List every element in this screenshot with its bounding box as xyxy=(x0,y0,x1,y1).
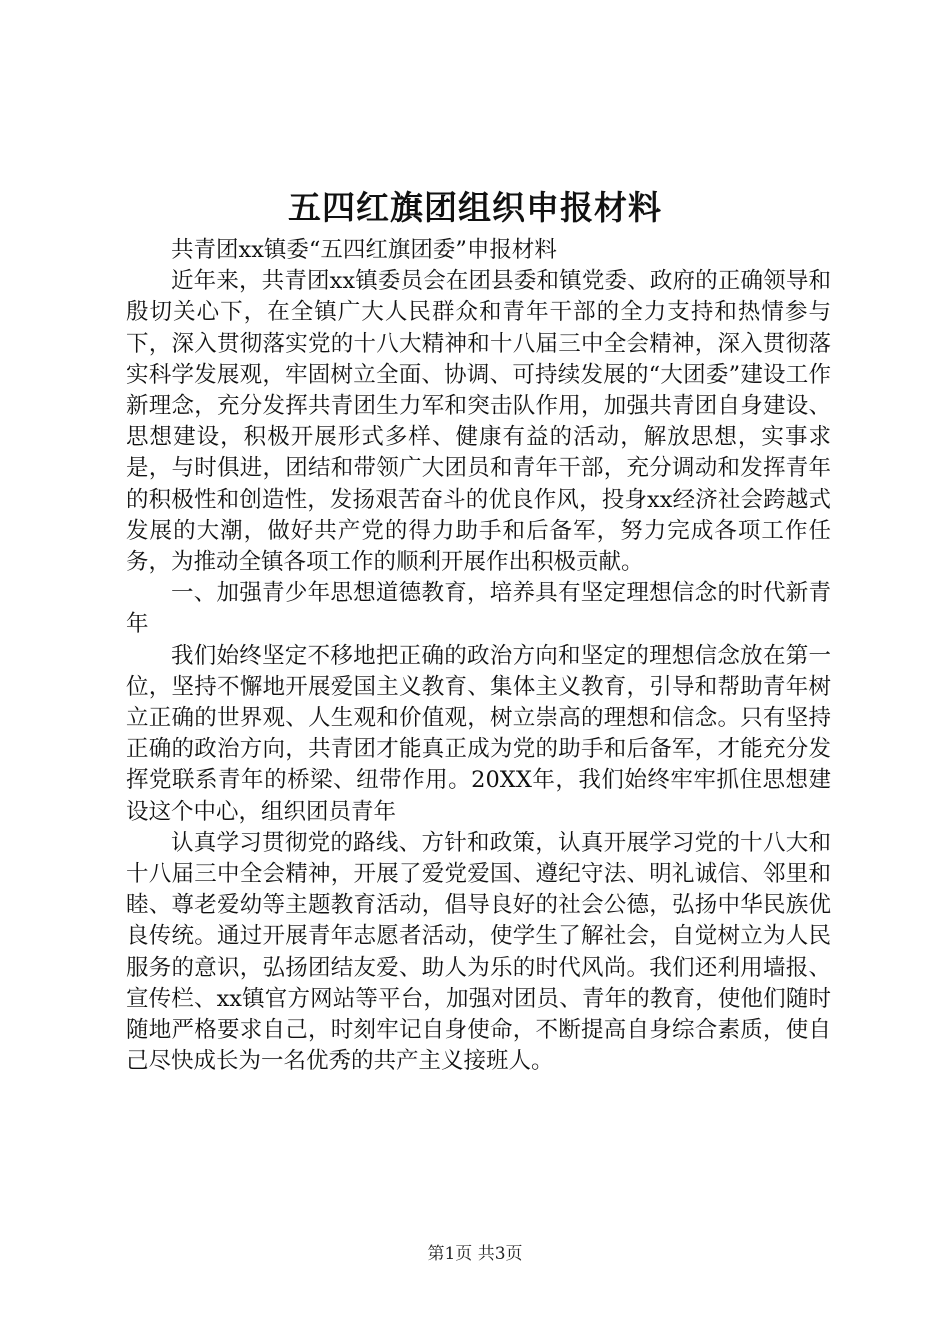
subtitle-paragraph: 共青团xx镇委“五四红旗团委”申报材料 xyxy=(171,237,557,263)
page-footer: 第1页 共3页 xyxy=(427,1244,523,1264)
body-paragraph-1: 我们始终坚定不移地把正确的政治方向和坚定的理想信念放在第一位，坚持不懈地开展爱国主义教育、集体主义教育，引导和帮助青年树立正确的世界观、人生观和价值观，树立崇高的理想和信念。只有坚持正确的政治方向，共青团才能真正成为党的助手和后备军，才能充分发挥党联系青年的桥梁、纽带作用。20XX年，我们始终牢牢抓住思想建设这个中心，组织团员青年 xyxy=(126,642,831,825)
section-heading-1: 一、加强青少年思想道德教育，培养具有坚定理想信念的时代新青年 xyxy=(126,580,831,638)
document-title: 五四红旗团组织申报材料 xyxy=(288,188,662,227)
intro-paragraph: 近年来，共青团xx镇委员会在团县委和镇党委、政府的正确领导和殷切关心下，在全镇广大人民群众和青年干部的全力支持和热情参与下，深入贯彻落实党的十八大精神和十八届三中全会精神，深入贯彻落实科学发展观，牢固树立全面、协调、可持续发展的“大团委”建设工作新理念，充分发挥共青团生力军和突击队作用，加强共青团自身建设、思想建设，积极开展形式多样、健康有益的活动，解放思想，实事求是，与时俱进，团结和带领广大团员和青年干部，充分调动和发挥青年的积极性和创造性，发扬艰苦奋斗的优良作风，投身xx经济社会跨越式发展的大潮，做好共产党的得力助手和后备军，努力完成各项工作任务，为推动全镇各项工作的顺利开展作出积极贡献。 xyxy=(126,268,831,576)
document-body xyxy=(126,235,831,1077)
body-paragraph-2: 认真学习贯彻党的路线、方针和政策，认真开展学习党的十八大和十八届三中全会精神，开展了爱党爱国、遵纪守法、明礼诚信、邻里和睦、尊老爱幼等主题教育活动，倡导良好的社会公德，弘扬中华民族优良传统。通过开展青年志愿者活动，使学生了解社会，自觉树立为人民服务的意识，弘扬团结友爱、助人为乐的时代风尚。我们还利用墙报、宣传栏、xx镇官方网站等平台，加强对团员、青年的教育，使他们随时随地严格要求自己，时刻牢记自身使命，不断提高自身综合素质，使自己尽快成长为一名优秀的共产主义接班人。 xyxy=(126,829,831,1075)
